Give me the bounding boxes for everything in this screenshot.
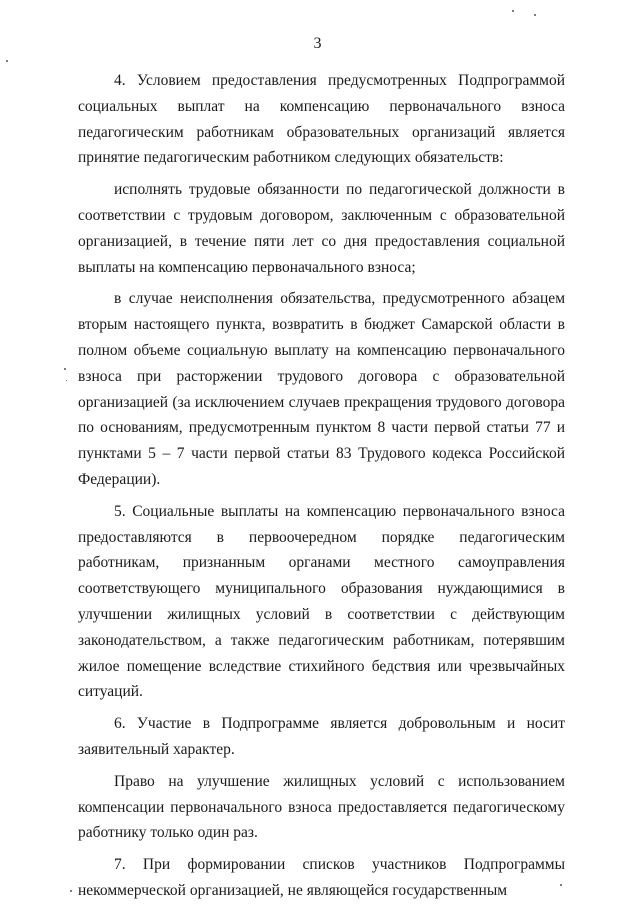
paragraph-right-once: Право на улучшение жилищных условий с использованием компенсации первоначального взноса предоставляется педагогическому работнику только один раз.	[78, 772, 565, 842]
paragraph-clause-4: 4. Условием предоставления предусмотренных Подпрограммой социальных выплат на компенсацию первоначального взноса педагогическим работникам образовательных организаций является принятие педагогическим работником следующих обязательств:	[78, 72, 565, 167]
paragraph-clause-5: 5. Социальные выплаты на компенсацию первоначального взноса предоставляются в первоочередном порядке педагогическим работникам, признанным органами местного самоуправления соответствующего муниципального образования нуждающимися в улучшении жилищных условий в соответствии с действующим законодательством, а также педагогическим работникам, потерявшим жилое помещение вследствие стихийного бедствия или чрезвычайных ситуаций.	[78, 502, 565, 701]
paragraph-clause-7: 7. При формировании списков участников Подпрограммы некоммерческой организацией, не являющейся государственным	[78, 856, 565, 899]
document-body	[78, 68, 565, 904]
paragraph-obligation-2: в случае неисполнения обязательства, предусмотренного абзацем вторым настоящего пункта, возвратить в бюджет Самарской области в полном объеме социальную выплату на компенсацию первоначального взноса при расторжении трудового договора с образовательной организацией (за исключением случаев прекращения трудового договора по основаниям, предусмотренным пунктом 8 части первой статьи 77 и пунктами 5 – 7 части первой статьи 83 Трудового кодекса Российской Федерации).	[78, 290, 565, 488]
page-number: 3	[313, 35, 322, 52]
paragraph-clause-6: 6. Участие в Подпрограмме является добровольным и носит заявительный характер.	[78, 715, 565, 758]
paragraph-obligation-1: исполнять трудовые обязанности по педагогической должности в соответствии с трудовым договором, заключенным с образовательной организацией, в течение пяти лет со дня предоставления социальной выплаты на компенсацию первоначального взноса;	[78, 181, 565, 276]
